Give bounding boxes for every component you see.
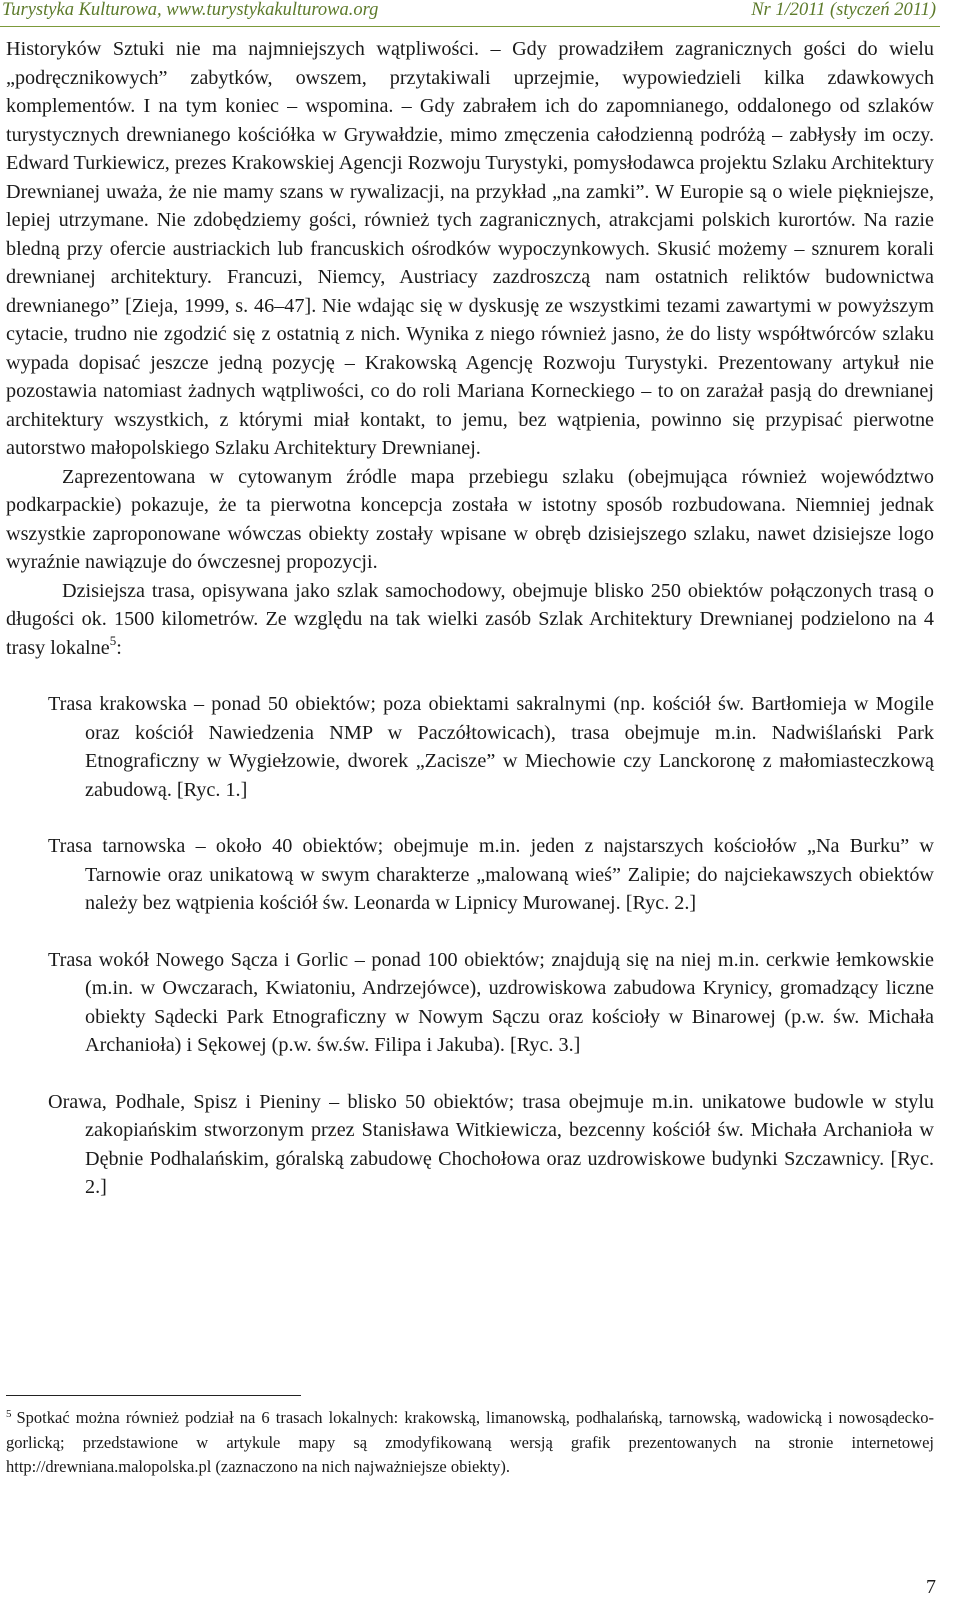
paragraph-tail: :	[116, 636, 122, 659]
paragraph	[6, 577, 934, 663]
footnote-reference[interactable]: 5	[109, 632, 117, 648]
route-item: Trasa wokół Nowego Sącza i Gorlic – ponad 100 obiektów; znajdują się na niej m.in. cerkwie łemkowskie (m.in. w Owczarach, Kwiatoniu, Andrzejówce), uzdrowiskowa zabudowa Krynicy, gromadzący liczne obiekty Sądecki Park Etnograficzny w Nowym Sączu oraz kościoły w Binarowej (p.w. św. Michała Archanioła) i Sękowej (p.w. św.św. Filipa i Jakuba). [Ryc. 3.]	[48, 948, 934, 1056]
footnote	[6, 1406, 934, 1480]
issue-number: Nr 1/2011 (styczeń 2011)	[751, 0, 936, 20]
article-body	[6, 35, 934, 1202]
page-number: 7	[926, 1576, 936, 1598]
footnote-text: Spotkać można również podział na 6 trasach lokalnych: krakowską, limanowską, podhalańską, tarnowską, wadowicką i nowosądecko-gorlicką; przedstawione w artykule mapy są zmodyfikowaną wersją grafik prezentowanych na stronie internetowej http://drewniana.malopolska.pl (zaznaczono na nich najważniejsze obiekty).	[6, 1408, 934, 1476]
running-header	[0, 0, 960, 26]
paragraph-text: Dzisiejsza trasa, opisywana jako szlak samochodowy, obejmuje blisko 250 obiektów połączonych trasą o długości ok. 1500 kilometrów. Ze względu na tak wielki zasób Szlak Architektury Drewnianej podzielono na 4 trasy lokalne	[6, 579, 934, 659]
route-item: Trasa tarnowska – około 40 obiektów; obejmuje m.in. jeden z najstarszych kościołów „Na Burku” w Tarnowie oraz unikatową w swym charakterze „malowaną wieś” Zalipie; do najciekawszych obiektów należy bez wątpienia kościół św. Leonarda w Lipnicy Murowanej. [Ryc. 2.]	[48, 835, 934, 914]
journal-title: Turystyka Kulturowa, www.turystykakulturowa.org	[2, 0, 379, 20]
route-item: Orawa, Podhale, Spisz i Pieniny – blisko 50 obiektów; trasa obejmuje m.in. unikatowe budowle w stylu zakopiańskim stworzonym przez Stanisława Witkiewicza, bezcenny kościół św. Michała Archanioła w Dębnie Podhalańskim, góralską zabudowę Chochołowa oraz uzdrowiskowe budynki Szczawnicy. [Ryc. 2.]	[48, 1090, 934, 1198]
paragraph: Zaprezentowana w cytowanym źródle mapa przebiegu szlaku (obejmująca również województwo podkarpackie) pokazuje, że ta pierwotna koncepcja została w istotny sposób rozbudowana. Niemniej jednak wszystkie zaproponowane wówczas obiekty zostały wpisane w obręb dzisiejszego szlaku, nawet dzisiejsze logo wyraźnie nawiązuje do ówczesnej propozycji.	[6, 465, 934, 573]
paragraph: Historyków Sztuki nie ma najmniejszych wątpliwości. – Gdy prowadziłem zagranicznych gości do wielu „podręcznikowych” zabytków, owszem, przytakiwali uprzejmie, wypowiedzieli kilka zdawkowych komplementów. I na tym koniec – wspomina. – Gdy zabrałem ich do zapomnianego, oddalonego od szlaków turystycznych drewnianego kościółka w Grywałdzie, mimo zmęczenia całodzienną podróżą – zabłysły im oczy. Edward Turkiewicz, prezes Krakowskiej Agencji Rozwoju Turystyki, pomysłodawca projektu Szlaku Architektury Drewnianej uważa, że nie mamy szans w rywalizacji, na przykład „na zamki”. W Europie są o wiele piękniejsze, lepiej utrzymane. Nie zdobędziemy gości, również tych zagranicznych, atrakcjami polskich kurortów. Na razie bledną przy ofercie austriackich lub francuskich ośrodków wypoczynkowych. Skusić możemy – sznurem korali drewnianej architektury. Francuzi, Niemcy, Austriacy zazdroszczą nam ostatnich reliktów budownictwa drewnianego” [Zieja, 1999, s. 46–47]. Nie wdając się w dyskusję ze wszystkimi tezami zawartymi w powyższym cytacie, trudno nie zgodzić się z ostatnią z nich. Wynika z niego również jasno, że do listy współtwórców szlaku wypada dopisać jeszcze jedną pozycję – Krakowską Agencję Rozwoju Turystyki. Prezentowany artykuł nie pozostawia natomiast żadnych wątpliwości, co do roli Mariana Korneckiego – to on zarażał pasją do drewnianej architektury wszystkich, z którymi miał kontakt, to jemu, bez wątpienia, powinno się przypisać pierwotne autorstwo małopolskiego Szlaku Architektury Drewnianej.	[6, 38, 934, 459]
footnote-number: 5	[6, 1408, 12, 1420]
header-divider	[0, 26, 940, 27]
footnote-divider	[6, 1395, 301, 1396]
route-item: Trasa krakowska – ponad 50 obiektów; poza obiektami sakralnymi (np. kościół św. Bartłomieja w Mogile oraz kościół Nawiedzenia NMP w Paczółtowicach), trasa obejmuje m.in. Nadwiślański Park Etnograficzny w Wygiełzowie, dworek „Zacisze” w Miechowie czy Lanckoronę z małomiasteczkową zabudową. [Ryc. 1.]	[48, 693, 934, 801]
